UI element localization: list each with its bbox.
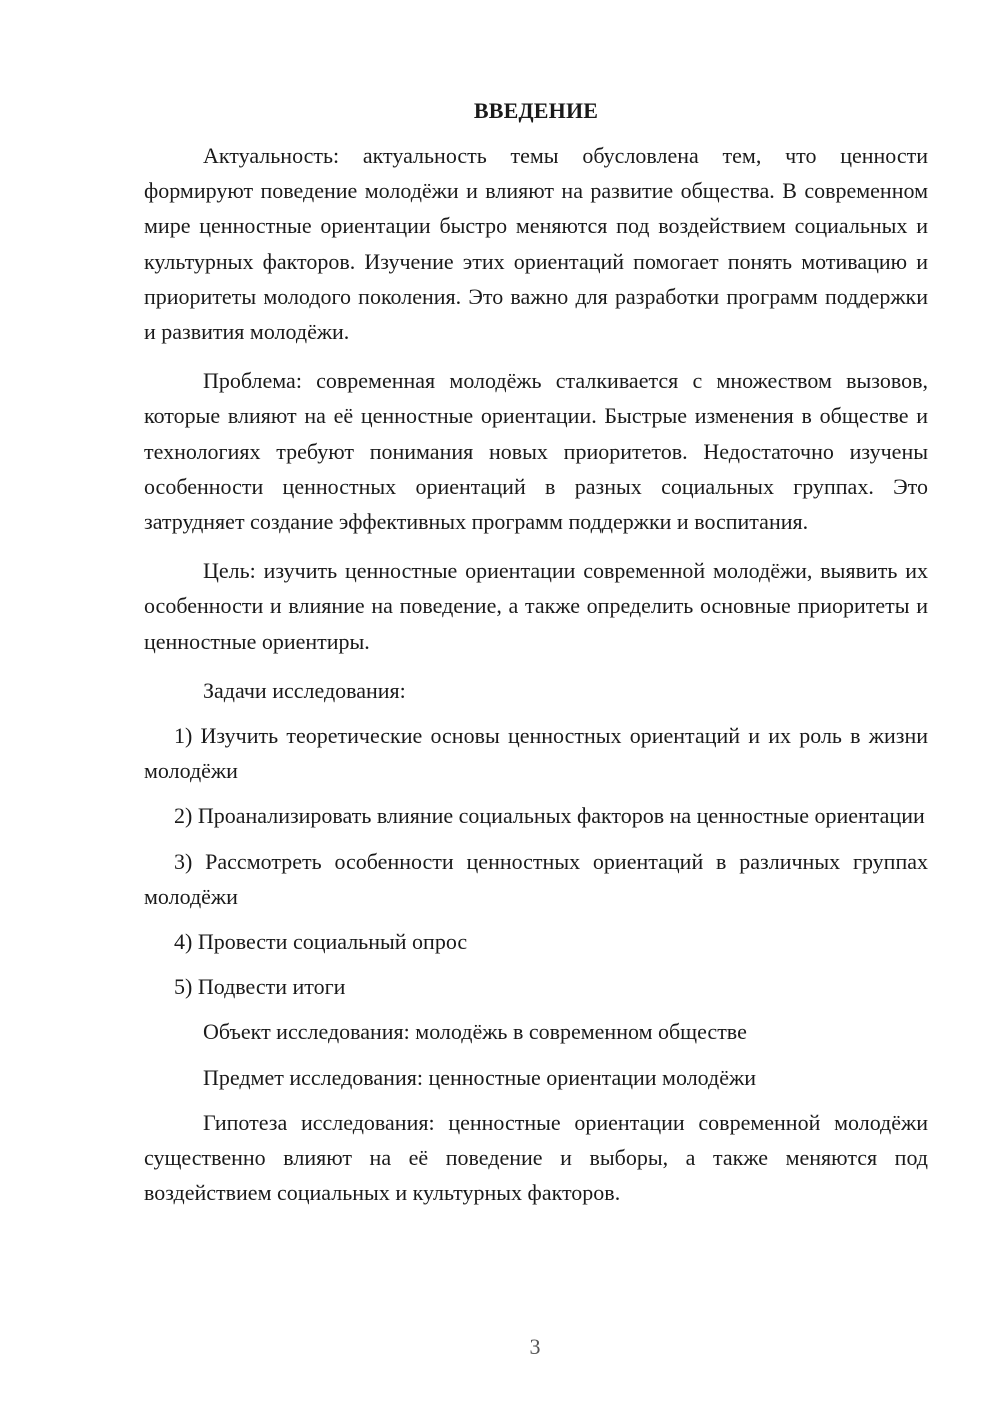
goal-paragraph: Цель: изучить ценностные ориентации современной молодёжи, выявить их особенности и влияние на поведение, а также определить основные приоритеты и ценностные ориентиры. [144,558,928,654]
tasks-heading: Задачи исследования: [203,677,406,703]
task-item-4: 4) Провести социальный опрос [174,929,468,955]
hypothesis-paragraph: Гипотеза исследования: ценностные ориентации современной молодёжи существенно влияют на её поведение и выборы, а также меняются под воздействием социальных и культурных факторов. [144,1109,928,1206]
page-content [144,96,928,1224]
page-number: 3 [529,1334,541,1359]
task-item-1: 1) Изучить теоретические основы ценностных ориентаций и их роль в жизни молодёжи [144,723,928,784]
research-subject: Предмет исследования: ценностные ориентации молодёжи [203,1064,756,1090]
problem-paragraph: Проблема: современная молодёжь сталкивается с множеством вызовов, которые влияют на её ценностные ориентации. Быстрые изменения в обществе и технологиях требуют понимания новых приоритетов. Недостаточно изучены особенности ценностных ориентаций в разных социальных группах. Это затрудняет создание эффективных программ поддержки и воспитания. [144,368,928,535]
research-object: Объект исследования: молодёжь в современном обществе [203,1019,747,1045]
task-item-3: 3) Рассмотреть особенности ценностных ориентаций в различных группах молодёжи [144,848,928,909]
task-item-2: 2) Проанализировать влияние социальных факторов на ценностные ориентации [174,803,925,829]
relevance-paragraph: Актуальность: актуальность темы обусловлена тем, что ценности формируют поведение молодёжи и влияют на развитие общества. В современном мире ценностные ориентации быстро меняются под воздействием социальных и культурных факторов. Изучение этих ориентаций помогает понять мотивацию и приоритеты молодого поколения. Это важно для разработки программ поддержки и развития молодёжи. [144,143,928,345]
section-title: ВВЕДЕНИЕ [473,98,599,123]
task-item-5: 5) Подвести итоги [174,974,346,1000]
